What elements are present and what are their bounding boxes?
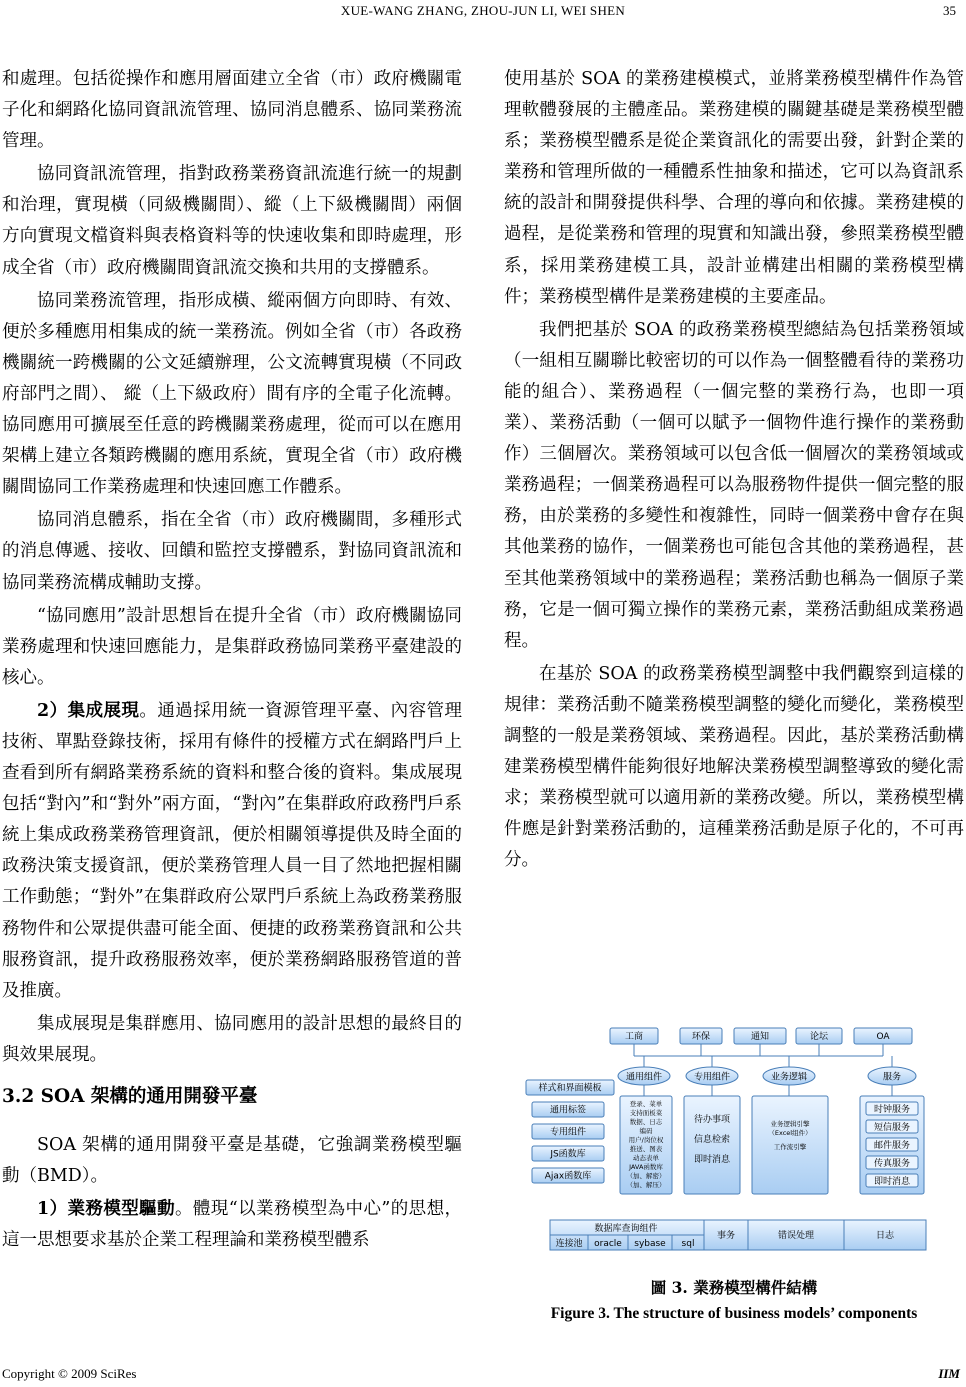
col2-line: 信息检索 <box>693 1135 731 1145</box>
col1-line: 支持面板菜 <box>629 1109 663 1117</box>
paragraph: 在基於 SOA 的政務業務模型調整中我們觀察到這樣的規律：業務活動不隨業務模型調整的變化而變化，業務模型調整的一般是業務領域、業務過程。因此，基於業務活動構建業務模型構件能夠很好地解決業務模型調整導致的變化需求；業務模型就可以適用新的業務改變。所以，業務模型構件應是針對業務活動的，這種業務活動是原子化的，不可再分。 <box>504 663 964 871</box>
connectors <box>634 1044 892 1068</box>
top-box-label: 论坛 <box>809 1032 829 1042</box>
col3-line: 工作流引擎 <box>773 1143 807 1151</box>
paragraph: 協同資訊流管理，指對政務業務資訊流進行統一的規劃和治理，實現橫（同級機關間）、縱（上下級機關間）兩個方向實現文檔資料與表格資料等的快速收集和即時處理，形成全省（市）政府機關間資訊流交換和共用的支撐體系。 <box>2 164 462 278</box>
paragraph-text: 。體現“以業務模型為中心”的思想，這一思想要求基於企業工程理論和業務模型體系 <box>2 1199 462 1251</box>
left-stack <box>526 1080 614 1183</box>
figure-caption-zh: 圖 3. 業務模型構件結構 <box>650 1278 818 1297</box>
top-box-label: 通知 <box>750 1032 770 1042</box>
top-box-label: 工商 <box>624 1032 644 1042</box>
journal-abbrev: IIM <box>938 1366 960 1381</box>
running-head-authors: XUE-WANG ZHANG, ZHOU-JUN LI, WEI SHEN <box>340 3 626 18</box>
col1-line: JAVA函数库 <box>629 1163 663 1171</box>
bottom-item: 事务 <box>716 1231 736 1241</box>
bottom-item: 日志 <box>875 1231 895 1241</box>
top-box-label: 环保 <box>691 1032 711 1042</box>
paragraph: 集成展現是集群應用、協同應用的設計思想的最終目的與效果展現。 <box>2 1013 462 1065</box>
service-item: 传真服务 <box>873 1159 911 1169</box>
left-column <box>2 64 462 1258</box>
col1-line: 动态表单 <box>633 1154 659 1162</box>
column-box-1 <box>620 1096 672 1194</box>
db-item: sql <box>681 1239 695 1249</box>
stack-item: 样式和界面模板 <box>538 1083 602 1094</box>
subheading: 1）業務模型驅動 <box>37 1199 175 1220</box>
paragraph: 協同消息體系，指在全省（市）政府機關間，多種形式的消息傳遞、接收、回饋和監控支撐體系，對協同資訊流和協同業務流構成輔助支撐。 <box>2 510 462 593</box>
col2-line: 待办事项 <box>693 1115 731 1125</box>
paragraph: “協同應用”設計思想旨在提升全省（市）政府機關協同業務處理和快速回應能力，是集群政務協同業務平臺建設的核心。 <box>2 605 462 688</box>
stack-item: 专用组件 <box>549 1127 587 1138</box>
service-item: 即时消息 <box>873 1177 911 1187</box>
paragraph: 和處理。包括從操作和應用層面建立全省（市）政府機關電子化和網路化協同資訊流管理、協同消息體系、協同業務流管理。 <box>2 69 462 152</box>
col1-line: 数据、日志 <box>629 1118 663 1126</box>
copyright-text: Copyright © 2009 SciRes <box>2 1366 137 1381</box>
middle-label: 服务 <box>882 1072 902 1083</box>
section-title: 3.2 SOA 架構的通用開發平臺 <box>2 1086 258 1107</box>
service-item: 邮件服务 <box>873 1141 911 1151</box>
middle-label: 专用组件 <box>693 1072 731 1083</box>
stack-item: 通用标签 <box>549 1105 587 1116</box>
figure-caption-en: Figure 3. The structure of business models’ components <box>550 1305 918 1322</box>
middle-label: 通用组件 <box>625 1072 663 1083</box>
right-column <box>504 64 964 878</box>
middle-labels <box>618 1067 916 1085</box>
column-box-3 <box>752 1096 828 1194</box>
db-item: oracle <box>594 1239 622 1249</box>
paragraph: 我們把基於 SOA 的政務業務模型總結為包括業務領域（一組相互關聯比較密切的可以作為一個整體看待的業務功能的組合）、業務過程（一個完整的業務行為，也即一項業）、業務活動（一個可以賦予一個物件進行操作的業務動作）三個層次。業務領域可以包含低一個層次的業務領域或業務過程；一個業務過程可以為服務物件提供一個完整的服務，由於業務的多變性和複雜性，同時一個業務中會存在與其他業務的協作，一個業務也可能包含其他的業務過程，甚至其他業務領域中的業務過程；業務活動也稱為一個原子業務，它是一個可獨立操作的業務元素，業務活動組成業務過程。 <box>504 319 964 651</box>
col3-line: 业务逻辑引擎 <box>770 1120 810 1128</box>
middle-label: 业务逻辑 <box>770 1072 808 1083</box>
paragraph <box>2 1194 462 1256</box>
col2-line: 即时消息 <box>693 1155 731 1165</box>
service-item: 短信服务 <box>873 1123 911 1133</box>
col1-line: 编码 <box>639 1127 653 1135</box>
subheading: 2）集成展現 <box>37 700 140 721</box>
stack-item: JS函数库 <box>550 1149 586 1160</box>
page-number: 35 <box>943 3 956 18</box>
component-structure-diagram <box>524 1024 942 1258</box>
paragraph-text: 。通過採用統一資源管理平臺、內容管理技術、單點登錄技術，採用有條件的授權方式在網路門戶上查看到所有網路業務系統的資料和整合後的資料。集成展現包括“對內”和“對外”兩方面，“對內”在集群政府政務門戶系統上集成政務業務管理資訊，便於相關領導提供及時全面的政務決策支援資訊，便於業務管理人員一目了然地把握相關工作動態；“對外”在集群政府公眾門戶系統上為政務業務服務物件和公眾提供盡可能全面、便捷的政務業務資訊和公共服務資訊，提升政務服務效率，便於業務網路服務管道的普及推廣。 <box>2 700 462 1001</box>
col1-line: 推送、图表 <box>629 1145 663 1153</box>
paragraph <box>2 696 462 1007</box>
db-item: sybase <box>634 1239 666 1249</box>
figure-diagram <box>524 1024 942 1258</box>
db-item: 连接池 <box>555 1239 583 1249</box>
top-box-group <box>610 1028 912 1044</box>
service-item: 时钟服务 <box>873 1105 911 1115</box>
col3-line: （Excel组件） <box>768 1129 812 1137</box>
paragraph: 協同業務流管理，指形成橫、縱兩個方向即時、有效、便於多種應用相集成的統一業務流。例如全省（市）各政務機關統一跨機關的公文延續辦理，公文流轉實現橫（不同政府部門之間）、 縱（上下級政府）間有序的全電子化流轉。協同應用可擴展至任意的跨機關業務處理，從而可以在應用架構上建立各類跨機關的應用系統，實現全省（市）政府機關間協同工作業務處理和快速回應工作體系。 <box>2 290 462 498</box>
bottom-bar <box>550 1220 926 1250</box>
column-box-2 <box>684 1096 740 1194</box>
col1-line: （加、解压） <box>626 1181 666 1189</box>
paragraph: 使用基於 SOA 的業務建模模式，並將業務模型構件作為管理軟體發展的主體產品。業務建模的關鍵基礎是業務模型體系；業務模型體系是從企業資訊化的需要出發，針對企業的業務和管理所做的一種體系性抽象和描述，它可以為資訊系統的設計和開發提供科學、合理的導向和依據。業務建模的過程，是從業務和管理的現實和知識出發，參照業務模型體系，採用業務建模工具，設計並構建出相關的業務模型構件；業務模型構件是業務建模的主要產品。 <box>504 69 964 307</box>
paragraph: SOA 架構的通用開發平臺是基礎，它強調業務模型驅動（BMD）。 <box>2 1135 462 1187</box>
bottom-item: 错误处理 <box>777 1231 815 1241</box>
stack-item: Ajax函数库 <box>544 1171 592 1182</box>
col1-line: 用户/岗位权 <box>628 1136 664 1144</box>
top-box-label: OA <box>876 1032 890 1042</box>
page-footer <box>0 1366 966 1386</box>
page-header <box>0 0 966 22</box>
service-column <box>860 1096 924 1194</box>
db-title: 数据库查询组件 <box>594 1224 658 1234</box>
col1-line: 登录、菜单 <box>629 1100 663 1108</box>
col1-line: （加、解密） <box>626 1172 666 1180</box>
